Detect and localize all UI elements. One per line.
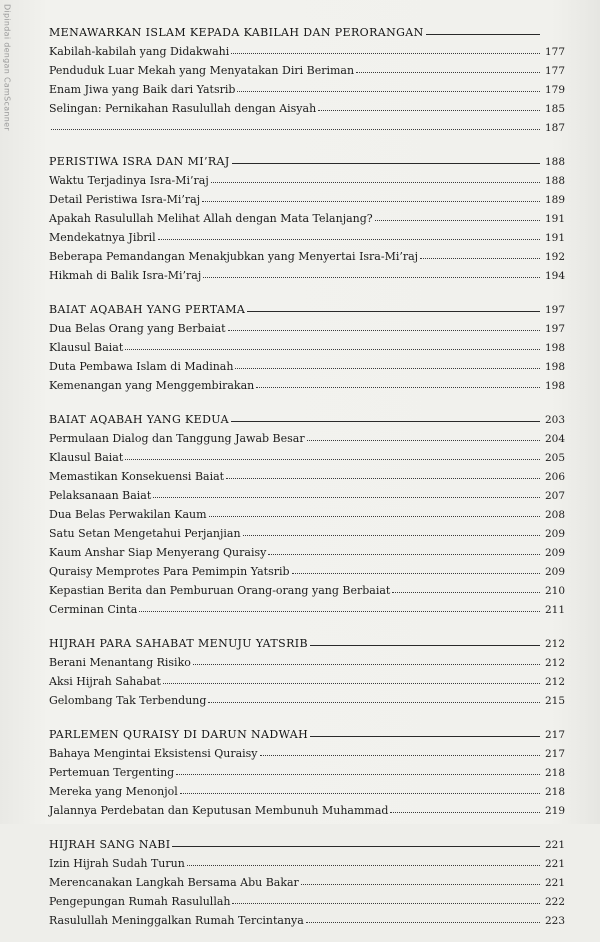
toc-entry[interactable]	[49, 244, 565, 263]
entry-title: Satu Setan Mengetahui Perjanjian	[49, 527, 241, 540]
section-leader-line	[310, 736, 540, 737]
entry-page-number: 198	[544, 361, 565, 373]
entry-title: Kemenangan yang Menggembirakan	[49, 379, 255, 392]
entry-title: Jalannya Perdebatan dan Keputusan Membunuh Muhammad	[49, 804, 389, 817]
entry-title: Beberapa Pemandangan Menakjubkan yang Menyertai Isra-Mi’raj	[49, 250, 419, 263]
section-title: HIJRAH SANG NABI	[49, 838, 171, 851]
toc-entry[interactable]	[49, 445, 565, 464]
section-heading[interactable]	[49, 297, 565, 316]
entry-title: Quraisy Memprotes Para Pemimpin Yatsrib	[49, 565, 290, 578]
entry-title: Waktu Terjadinya Isra-Mi’raj	[49, 174, 209, 187]
entry-leader-dots	[292, 573, 540, 574]
entry-page-number: 221	[544, 877, 565, 889]
entry-leader-dots	[307, 440, 540, 441]
section-heading[interactable]	[49, 722, 565, 741]
entry-leader-dots	[318, 110, 540, 111]
toc-entry[interactable]	[49, 502, 565, 521]
toc-entry[interactable]	[49, 851, 565, 870]
entry-title: Izin Hijrah Sudah Turun	[49, 857, 185, 870]
section-title: PARLEMEN QURAISY DI DARUN NADWAH	[49, 728, 309, 741]
entry-page-number: 217	[544, 748, 565, 760]
entry-page-number: 215	[544, 695, 565, 707]
toc-entry[interactable]	[49, 187, 565, 206]
entry-leader-dots	[232, 903, 540, 904]
toc-entry[interactable]	[49, 741, 565, 760]
entry-page-number: 208	[544, 509, 565, 521]
entry-leader-dots	[260, 755, 540, 756]
watermark-text: Dipindai dengan CamScanner	[2, 4, 12, 131]
entry-page-number: 209	[544, 566, 565, 578]
entry-page-number: 179	[544, 84, 565, 96]
toc-entry[interactable]	[49, 96, 565, 115]
entry-page-number: 191	[544, 232, 565, 244]
entry-page-number: 205	[544, 452, 565, 464]
section-title: BAIAT AQABAH YANG PERTAMA	[49, 303, 246, 316]
entry-page-number: 187	[544, 122, 565, 134]
entry-page-number: 206	[544, 471, 565, 483]
entry-leader-dots	[211, 182, 540, 183]
entry-leader-dots	[163, 683, 540, 684]
toc-entry[interactable]	[49, 798, 565, 817]
entry-leader-dots	[301, 884, 540, 885]
entry-page-number: 218	[544, 786, 565, 798]
entry-leader-dots	[375, 220, 540, 221]
entry-title: Gelombang Tak Terbendung	[49, 694, 207, 707]
section-page-number: 197	[544, 304, 565, 316]
entry-page-number: 198	[544, 380, 565, 392]
toc-entry[interactable]	[49, 115, 565, 134]
entry-leader-dots	[420, 258, 540, 259]
toc-entry[interactable]	[49, 335, 565, 354]
toc-entry[interactable]	[49, 39, 565, 58]
entry-leader-dots	[139, 611, 540, 612]
toc-section	[49, 407, 565, 616]
entry-page-number: 212	[544, 657, 565, 669]
entry-title: Dua Belas Perwakilan Kaum	[49, 508, 207, 521]
toc-section	[49, 297, 565, 392]
entry-title: Bahaya Mengintai Eksistensi Quraisy	[49, 747, 258, 760]
entry-page-number: 209	[544, 547, 565, 559]
entry-leader-dots	[180, 793, 540, 794]
toc-entry[interactable]	[49, 58, 565, 77]
toc-entry[interactable]	[49, 206, 565, 225]
entry-leader-dots	[268, 554, 540, 555]
entry-leader-dots	[228, 330, 540, 331]
entry-leader-dots	[125, 459, 540, 460]
toc-section	[49, 20, 565, 134]
section-heading[interactable]	[49, 149, 565, 168]
entry-title: Penduduk Luar Mekah yang Menyatakan Diri Beriman	[49, 64, 355, 77]
toc-entry[interactable]	[49, 316, 565, 335]
entry-title: Hikmah di Balik Isra-Mi’raj	[49, 269, 202, 282]
toc-entry[interactable]	[49, 521, 565, 540]
toc-entry[interactable]	[49, 168, 565, 187]
entry-leader-dots	[202, 201, 540, 202]
entry-title: Cerminan Cinta	[49, 603, 138, 616]
toc-entry[interactable]	[49, 870, 565, 889]
entry-leader-dots	[243, 535, 540, 536]
entry-page-number: 192	[544, 251, 565, 263]
entry-leader-dots	[356, 72, 540, 73]
section-title: HIJRAH PARA SAHABAT MENUJU YATSRIB	[49, 637, 308, 650]
entry-title: Dua Belas Orang yang Berbaiat	[49, 322, 226, 335]
section-page-number: 212	[544, 638, 565, 650]
toc-entry[interactable]	[49, 597, 565, 616]
entry-page-number: 177	[544, 46, 565, 58]
entry-page-number: 210	[544, 585, 565, 597]
entry-page-number: 191	[544, 213, 565, 225]
toc-entry[interactable]	[49, 426, 565, 445]
toc-entry[interactable]	[49, 464, 565, 483]
entry-title: Memastikan Konsekuensi Baiat	[49, 470, 225, 483]
toc-section	[49, 832, 565, 927]
toc-entry[interactable]	[49, 650, 565, 669]
entry-title: Pelaksanaan Baiat	[49, 489, 152, 502]
toc-entry[interactable]	[49, 77, 565, 96]
entry-title: Kabilah-kabilah yang Didakwahi	[49, 45, 230, 58]
toc-entry[interactable]	[49, 889, 565, 908]
entry-leader-dots	[390, 812, 540, 813]
scanner-watermark	[0, 0, 14, 150]
entry-title: Pertemuan Tergenting	[49, 766, 175, 779]
section-leader-line	[310, 645, 540, 646]
entry-page-number: 207	[544, 490, 565, 502]
entry-page-number: 221	[544, 858, 565, 870]
entry-page-number: 188	[544, 175, 565, 187]
entry-page-number: 219	[544, 805, 565, 817]
entry-page-number: 218	[544, 767, 565, 779]
toc-section	[49, 631, 565, 707]
entry-page-number: 198	[544, 342, 565, 354]
section-leader-line	[232, 163, 540, 164]
entry-page-number: 223	[544, 915, 565, 927]
entry-leader-dots	[125, 349, 540, 350]
entry-title: Permulaan Dialog dan Tanggung Jawab Besar	[49, 432, 305, 445]
entry-leader-dots	[256, 387, 540, 388]
entry-title: Klausul Baiat	[49, 341, 124, 354]
toc-entry[interactable]	[49, 908, 565, 927]
toc-entry[interactable]	[49, 483, 565, 502]
toc-entry[interactable]	[49, 373, 565, 392]
entry-title: Apakah Rasulullah Melihat Allah dengan Mata Telanjang?	[49, 212, 373, 225]
toc-entry[interactable]	[49, 559, 565, 578]
section-title: BAIAT AQABAH YANG KEDUA	[49, 413, 229, 426]
entry-leader-dots	[226, 478, 540, 479]
toc-entry[interactable]	[49, 354, 565, 373]
entry-page-number: 204	[544, 433, 565, 445]
section-heading[interactable]	[49, 832, 565, 851]
entry-page-number: 177	[544, 65, 565, 77]
entry-leader-dots	[158, 239, 540, 240]
entry-title: Duta Pembawa Islam di Madinah	[49, 360, 234, 373]
entry-leader-dots	[231, 53, 540, 54]
entry-page-number: 189	[544, 194, 565, 206]
toc-entry[interactable]	[49, 760, 565, 779]
entry-title: Mendekatnya Jibril	[49, 231, 156, 244]
entry-title: Kaum Anshar Siap Menyerang Quraisy	[49, 546, 267, 559]
entry-title: Pengepungan Rumah Rasulullah	[49, 895, 231, 908]
entry-title: Merencanakan Langkah Bersama Abu Bakar	[49, 876, 299, 889]
toc-entry[interactable]	[49, 540, 565, 559]
toc-entry[interactable]	[49, 578, 565, 597]
section-leader-line	[247, 311, 540, 312]
section-page-number: 188	[544, 156, 565, 168]
section-title: PERISTIWA ISRA DAN MI’RAJ	[49, 155, 230, 168]
entry-page-number: 209	[544, 528, 565, 540]
entry-title: Klausul Baiat	[49, 451, 124, 464]
table-of-contents	[49, 20, 565, 942]
entry-leader-dots	[193, 664, 540, 665]
section-leader-line	[231, 421, 540, 422]
entry-page-number: 212	[544, 676, 565, 688]
entry-leader-dots	[209, 516, 540, 517]
entry-page-number: 222	[544, 896, 565, 908]
toc-entry[interactable]	[49, 263, 565, 282]
section-page-number: 217	[544, 729, 565, 741]
section-title: MENAWARKAN ISLAM KEPADA KABILAH DAN PERORANGAN	[49, 26, 424, 39]
section-leader-line	[172, 846, 540, 847]
entry-title: Selingan: Pernikahan Rasulullah dengan Aisyah	[49, 102, 317, 115]
entry-leader-dots	[153, 497, 540, 498]
entry-title: Berani Menantang Risiko	[49, 656, 191, 669]
toc-entry[interactable]	[49, 779, 565, 798]
entry-leader-dots	[237, 91, 540, 92]
entry-page-number: 185	[544, 103, 565, 115]
entry-leader-dots	[203, 277, 540, 278]
toc-entry[interactable]	[49, 669, 565, 688]
toc-section	[49, 722, 565, 817]
entry-title: Kepastian Berita dan Pemburuan Orang-orang yang Berbaiat	[49, 584, 391, 597]
entry-title: Mereka yang Menonjol	[49, 785, 178, 798]
entry-leader-dots	[306, 922, 540, 923]
entry-title: Rasulullah Meninggalkan Rumah Tercintanya	[49, 914, 304, 927]
entry-page-number: 194	[544, 270, 565, 282]
entry-leader-dots	[392, 592, 540, 593]
entry-leader-dots	[176, 774, 540, 775]
entry-title: Detail Peristiwa Isra-Mi’raj	[49, 193, 201, 206]
toc-section	[49, 149, 565, 282]
section-heading[interactable]	[49, 631, 565, 650]
entry-leader-dots	[235, 368, 540, 369]
entry-leader-dots	[187, 865, 540, 866]
entry-leader-dots	[208, 702, 540, 703]
section-page-number: 203	[544, 414, 565, 426]
entry-page-number: 211	[544, 604, 565, 616]
entry-page-number: 197	[544, 323, 565, 335]
section-page-number: 221	[544, 839, 565, 851]
entry-title: Enam Jiwa yang Baik dari Yatsrib	[49, 83, 236, 96]
section-leader-line	[426, 34, 540, 35]
section-heading[interactable]	[49, 407, 565, 426]
entry-title: Aksi Hijrah Sahabat	[49, 675, 161, 688]
toc-entry[interactable]	[49, 688, 565, 707]
toc-entry[interactable]	[49, 225, 565, 244]
section-heading[interactable]	[49, 20, 565, 39]
entry-leader-dots	[51, 129, 540, 130]
